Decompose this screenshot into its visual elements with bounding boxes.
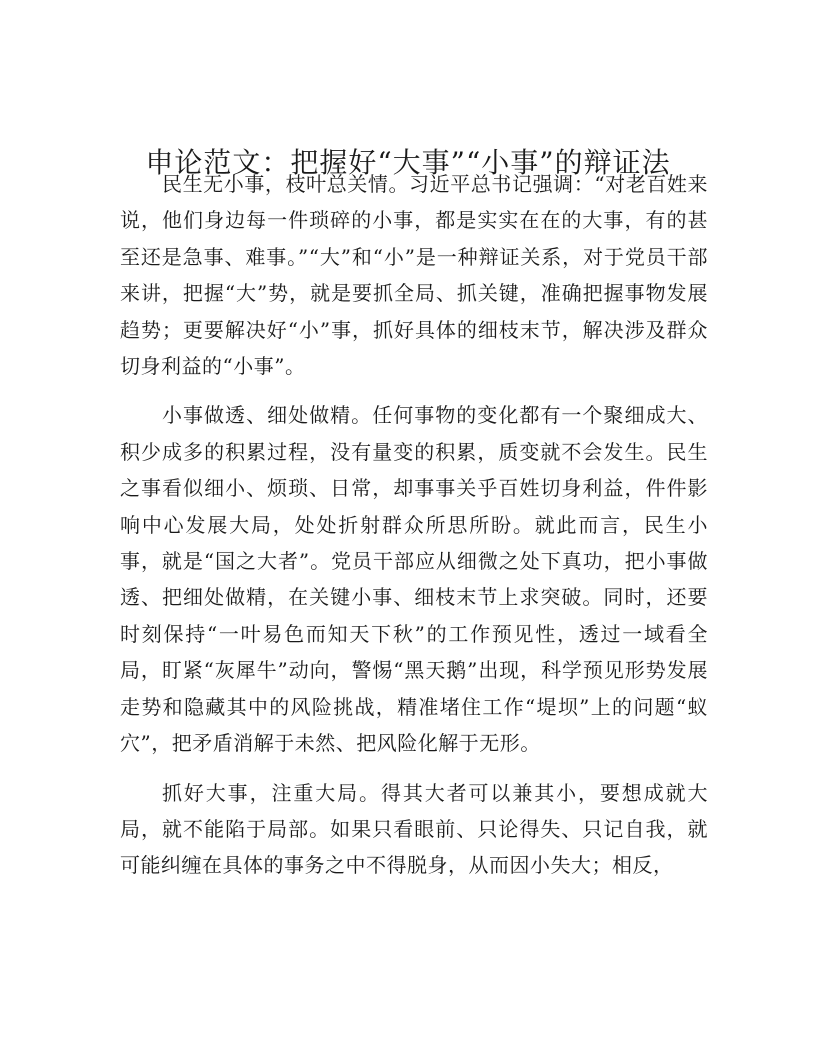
document-body: [120, 166, 708, 884]
paragraph-2: 小事做透、细处做精。任何事物的变化都有一个聚细成大、积少成多的积累过程，没有量变的积累，质变就不会发生。民生之事看似细小、烦琐、日常，却事事关乎百姓切身利益，件件影响中心发展大局，处处折射群众所思所盼。就此而言，民生小事，就是“国之大者”。党员干部应从细微之处下真功，把小事做透、把细处做精，在关键小事、细枝末节上求突破。同时，还要时刻保持“一叶易色而知天下秋”的工作预见性，透过一域看全局，盯紧“灰犀牛”动向，警惕“黑天鹅”出现，科学预见形势发展走势和隐藏其中的风险挑战，精准堵住工作“堤坝”上的问题“蚁穴”，把矛盾消解于未然、把风险化解于无形。: [120, 403, 708, 756]
paragraph-3: 抓好大事，注重大局。得其大者可以兼其小，要想成就大局，就不能陷于局部。如果只看眼前、只论得失、只记自我，就可能纠缠在具体的事务之中不得脱身，从而因小失大；相反，: [120, 780, 708, 878]
document-title: 申论范文：把握好“大事”“小事”的辩证法: [145, 146, 671, 179]
paragraph-1: 民生无小事，枝叶总关情。习近平总书记强调：“对老百姓来说，他们身边每一件琐碎的小事，都是实实在在的大事，有的甚至还是急事、难事。”“大”和“小”是一种辩证关系，对于党员干部来讲，把握“大”势，就是要抓全局、抓关键，准确把握事物发展趋势；更要解决好“小”事，抓好具体的细枝末节，解决涉及群众切身利益的“小事”。: [120, 172, 708, 379]
